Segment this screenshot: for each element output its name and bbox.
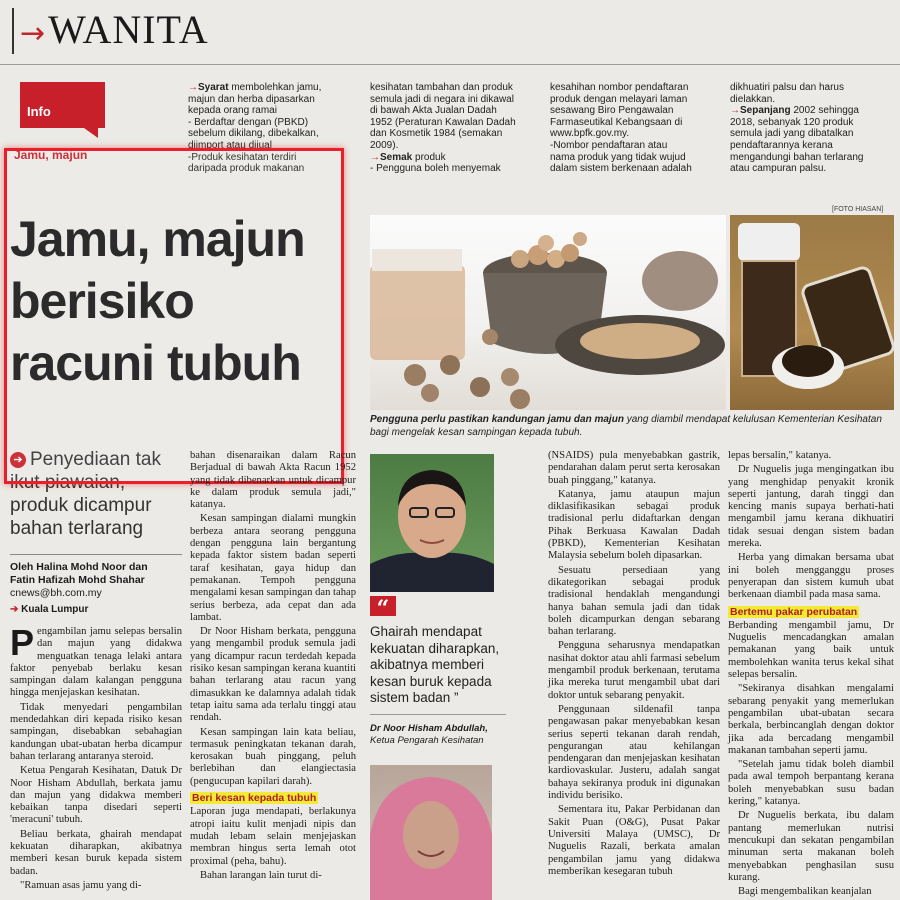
arrow-icon: ➔ — [10, 604, 22, 615]
paragraph: lepas bersalin," katanya. — [728, 450, 832, 461]
info-term: Sepanjang — [740, 105, 791, 117]
info-text: dielakkan. — [730, 93, 776, 105]
paragraph: Dr Nuguelis berkata, ibu dalam pantang memerlukan nutrisi mencukupi dan sekatan pengambilan minuman serta makanan boleh menyebabkan penghasilan susu kurang. — [728, 810, 894, 883]
info-text: -Produk kesihatan terdiri — [188, 151, 297, 163]
paragraph: Ketua Pengarah Kesihatan, Datuk Dr Noor Hisham Abdullah, berkata jamu dan majun yang didakwa memberi kebaikan tanpa disedari seperti 'meracuni' tubuh. — [10, 765, 182, 826]
selection-highlight — [4, 148, 344, 484]
info-text: daripada produk makanan — [188, 163, 305, 175]
info-text: kesihatan tambahan dan produk — [370, 82, 513, 93]
info-text: semula jadi di negara ini dikawal — [370, 93, 514, 105]
body-column-5 — [728, 450, 894, 900]
person-illustration — [370, 454, 494, 592]
bottle-illustration — [730, 215, 894, 410]
paragraph: "Ramuan asas jamu yang di- — [20, 879, 142, 891]
arrow-bullet-icon: ➔ — [10, 452, 26, 468]
paragraph: "Sekiranya disahkan mengalami sebarang penyakit yang memerlukan pengambilan ubat-ubatan secara berkala, berbincanglah dengan doktor jika ada bercadang mengambil makanan tambahan seperti jamu. — [728, 683, 894, 756]
info-text: kesahihan nombor pendaftaran — [550, 82, 689, 93]
info-text: kepada orang ramai — [188, 105, 277, 117]
paragraph: Kesan sampingan lain kata beliau, termasuk peningkatan tekanan darah, kerosakan buah pinggang, peluh berlebihan dan elangiectasia (pengucupan kapilari darah). — [190, 726, 356, 787]
info-text: 1952 (Peraturan Kawalan Dadah — [370, 116, 516, 128]
headline-line: Jamu, majun — [10, 211, 305, 267]
quote-attribution — [370, 723, 510, 747]
paragraph: Sementara itu, Pakar Perbidanan dan Sakit Puan (O&G), Pusat Pakar Universiti Malaya (UMSC), Dr Nuguelis Razali, berkata amalan pengambilan jamu yang didakwa memberikan kesegaran tubuh — [548, 804, 720, 877]
paragraph: Beliau berkata, ghairah mendapat kekuatan diharapkan, akibatnya memberi kesan buruk kepada sistem badan. — [10, 828, 182, 877]
headline-line: racuni tubuh — [10, 335, 301, 391]
info-text: 2009). — [370, 139, 399, 151]
info-text: diimport atau dijual — [188, 139, 272, 151]
paragraph: Herba yang dimakan bersama ubat ini boleh mengganggu proses penyerapan dan sistem kumuh ubat berkenaan diambil pada masa sama. — [728, 552, 894, 601]
info-text: produk — [412, 151, 446, 163]
info-text: sebelum dikilang, dibekalkan, — [188, 128, 319, 140]
info-text: dikhuatiri palsu dan harus — [730, 82, 844, 93]
portrait-noor-hisham — [370, 454, 494, 592]
byline-email: cnews@bh.com.my — [10, 587, 102, 599]
section-label: WANITA — [48, 7, 209, 52]
paragraph: Kesan sampingan dialami mungkin berbeza antara seorang pengguna dengan pengguna lain bergantung kepada faktor sistem badan seperti taraf kesihatan, gaya hidup dan pemakanan. Tempoh pengguna mengalami kesan sampingan dan tahap serius berbeza, ada cepat dan ada lambat. — [190, 513, 356, 623]
info-text: dalam sistem berkenaan adalah — [550, 163, 692, 175]
info-text: membolehkan jamu, — [228, 82, 322, 93]
info-text: mengandungi bahan terlarang — [730, 151, 864, 163]
paragraph: "Setelah jamu tidak boleh diambil pada awal tempoh berpantang kerana boleh menyebabkan susu badan kering," katanya. — [728, 759, 894, 808]
info-text: semula jadi yang dibatalkan — [730, 128, 854, 140]
paragraph: Pengguna seharusnya mendapatkan nasihat doktor atau ahli farmasi sebelum mengambil produk berkenaan, terutama jika mereka turut mengambil ubat dari doktor untuk sebarang penyakit. — [548, 640, 720, 701]
quote-icon: “ — [370, 596, 396, 616]
paragraph: Bagi mengembalikan keanjalan — [738, 886, 872, 898]
paragraph: Dr Nuguelis juga mengingatkan ibu yang menghidap penyakit kronik seperti jantung, darah tinggi dan kencing manis supaya berhati-hati mengambil jamu kerana dikhuatiri tidak sesuai dengan sistem badan mereka. — [728, 464, 894, 550]
byline-names: Oleh Halina Mohd Noor dan — [10, 561, 148, 573]
info-text: Farmaseutikal Kebangsaan di — [550, 116, 683, 128]
headline-line: berisiko — [10, 273, 194, 329]
byline-divider — [10, 554, 182, 555]
quote-name: Dr Noor Hisham Abdullah, — [370, 723, 488, 734]
body-column-1 — [10, 622, 182, 894]
paragraph: Penggunaan sildenafil tanpa pengawasan pakar menyebabkan kesan serius seperti tekanan darah rendah, pengurangan atau kehilangan pendengaran dan menjejaskan kesihatan kardiovaskular. Justeru, adalah sangat bahaya sekiranya produk ini digunakan individu berisiko. — [548, 703, 720, 802]
info-text: - Pengguna boleh menyemak — [370, 163, 501, 175]
info-text: sesawang Biro Pengawalan — [550, 105, 674, 117]
dateline-place: Kuala Lumpur — [21, 604, 89, 615]
paragraph: engambilan jamu selepas bersalin dan majun yang didakwa menguatkan tenaga lelaki antara faktor penyebab berlaku kesan sampingan dalam kalangan pengguna hingga menjejaskan kesihatan. — [10, 626, 182, 699]
section-title — [20, 6, 209, 53]
info-text: nama produk yang tidak wujud — [550, 151, 686, 163]
section-rule — [12, 8, 14, 54]
info-term: Syarat — [198, 82, 229, 93]
deck-line: bahan terlarang — [10, 518, 144, 539]
jamu-illustration — [370, 215, 726, 410]
info-column-3 — [550, 82, 722, 175]
info-text: dan Kosmetik 1984 (semakan — [370, 128, 503, 140]
info-badge: Info — [20, 82, 105, 128]
pull-quote: Ghairah mendapat kekuatan diharapkan, akibatnya memberi kesan buruk kepada sistem badan ” — [370, 624, 500, 705]
paragraph: Dr Noor Hisham berkata, pengguna yang mengambil produk semula jadi yang dicampur racun terdedah kepada risiko kesan sampingan kerana kuantiti bahan terlarang atau racun yang dimasukkan ke dalamnya adalah tidak tetap iaitu sama ada terlalu tinggi atau rendah. — [190, 626, 356, 724]
photo-credit: [FOTO HIASAN] — [832, 206, 884, 213]
info-text: - Berdaftar dengan (PBKD) — [188, 116, 309, 128]
person-illustration — [370, 765, 492, 900]
photo-caption — [370, 414, 895, 439]
info-text: majun dan herba dipasarkan — [188, 93, 315, 105]
paragraph: Sesuatu persediaan yang dikategorikan sebagai produk tradisional hendaklah mengandungi hanya bahan semula jadi dan tidak boleh dicampurkan dengan sebarang bahan terlarang. — [548, 564, 720, 638]
paragraph: Bahan larangan lain turut di- — [200, 869, 322, 881]
info-text: 2002 sehingga — [790, 105, 859, 117]
info-text: 2018, sebanyak 120 produk — [730, 116, 854, 128]
jamu-photo — [370, 215, 726, 410]
subhead: Beri kesan kepada tubuh — [192, 792, 317, 805]
byline — [10, 561, 182, 600]
dropcap: P — [10, 622, 35, 663]
arrow-icon: → — [730, 105, 740, 117]
dateline — [10, 604, 88, 615]
body-column-2 — [190, 450, 356, 884]
supplement-bottle-photo — [730, 215, 894, 410]
paragraph: Katanya, jamu ataupun majun diklasifikasikan sebagai produk tradisional perlu didaftarkan dengan Pihak Berkuasa Kawalan Dadah (PBKD), Kementerian Kesihatan Malaysia sebelum boleh dipasarkan. — [548, 488, 720, 562]
subhead: Bertemu pakar perubatan — [730, 605, 858, 618]
deck-line: produk dicampur — [10, 495, 152, 516]
body-column-4 — [548, 450, 720, 880]
kicker: Jamu, majun — [14, 148, 88, 162]
info-text: www.bpfk.gov.my. — [550, 128, 630, 140]
info-text: di bawah Akta Jualan Dadah — [370, 105, 497, 117]
portrait-nuguelis — [370, 765, 492, 900]
paragraph: Laporan juga mendapati, berlakunya atropi iaitu kulit menjadi nipis dan mudah lebam selain menjejaskan membran hingus serta lemah otot proximal (peha, bahu). — [190, 806, 356, 867]
info-text: atau campuran palsu. — [730, 163, 827, 175]
caption-lead: Pengguna perlu pastikan kandungan jamu dan majun — [370, 414, 624, 425]
info-text: produk dengan melayari laman — [550, 93, 688, 105]
deck-line: ikut piawaian, — [10, 472, 126, 493]
arrow-icon: → — [188, 82, 198, 93]
deck-line: Penyediaan tak — [30, 449, 161, 470]
info-term: Semak — [380, 151, 413, 163]
paragraph: Tidak menyedari pengambilan mendedahkan diri kepada risiko kesan sampingan, disebabkan sebahagian kandungan ubat-ubatan herba dicampur bahan terlarang antaranya steroid. — [10, 701, 182, 762]
paragraph: bahan disenaraikan dalam Racun Berjadual di bawah Akta Racun 1952 yang tidak dibenarkan untuk dicampur ke dalam produk semula jadi," katanya. — [190, 450, 356, 511]
info-column-4 — [730, 82, 895, 175]
info-column-2 — [370, 82, 540, 175]
info-badge-tail — [84, 128, 98, 138]
info-text: pendaftarannya kerana — [730, 139, 833, 151]
caption-text: yang diambil mendapat kelulusan Kementerian Kesihatan bagi mengelak kesan sampingan kepada tubuh. — [370, 414, 882, 438]
info-text: -Nombor pendaftaran atau — [550, 139, 668, 151]
paragraph: (NSAIDS) pula menyebabkan gastrik, pendarahan dalam perut serta kerosakan buah pinggang," katanya. — [548, 450, 720, 486]
arrow-icon: → — [370, 151, 380, 163]
top-divider — [0, 64, 900, 65]
paragraph: Berbanding mengambil jamu, Dr Nuguelis mencadangkan amalan pemakanan yang baik untuk membolehkan wanita terus kekal sihat selepas bersalin. — [728, 619, 894, 681]
byline-names: Fatin Hafizah Mohd Shahar — [10, 574, 145, 586]
quote-title: Ketua Pengarah Kesihatan — [370, 735, 484, 746]
arrow-icon: → — [20, 16, 47, 51]
quote-divider — [370, 714, 506, 715]
